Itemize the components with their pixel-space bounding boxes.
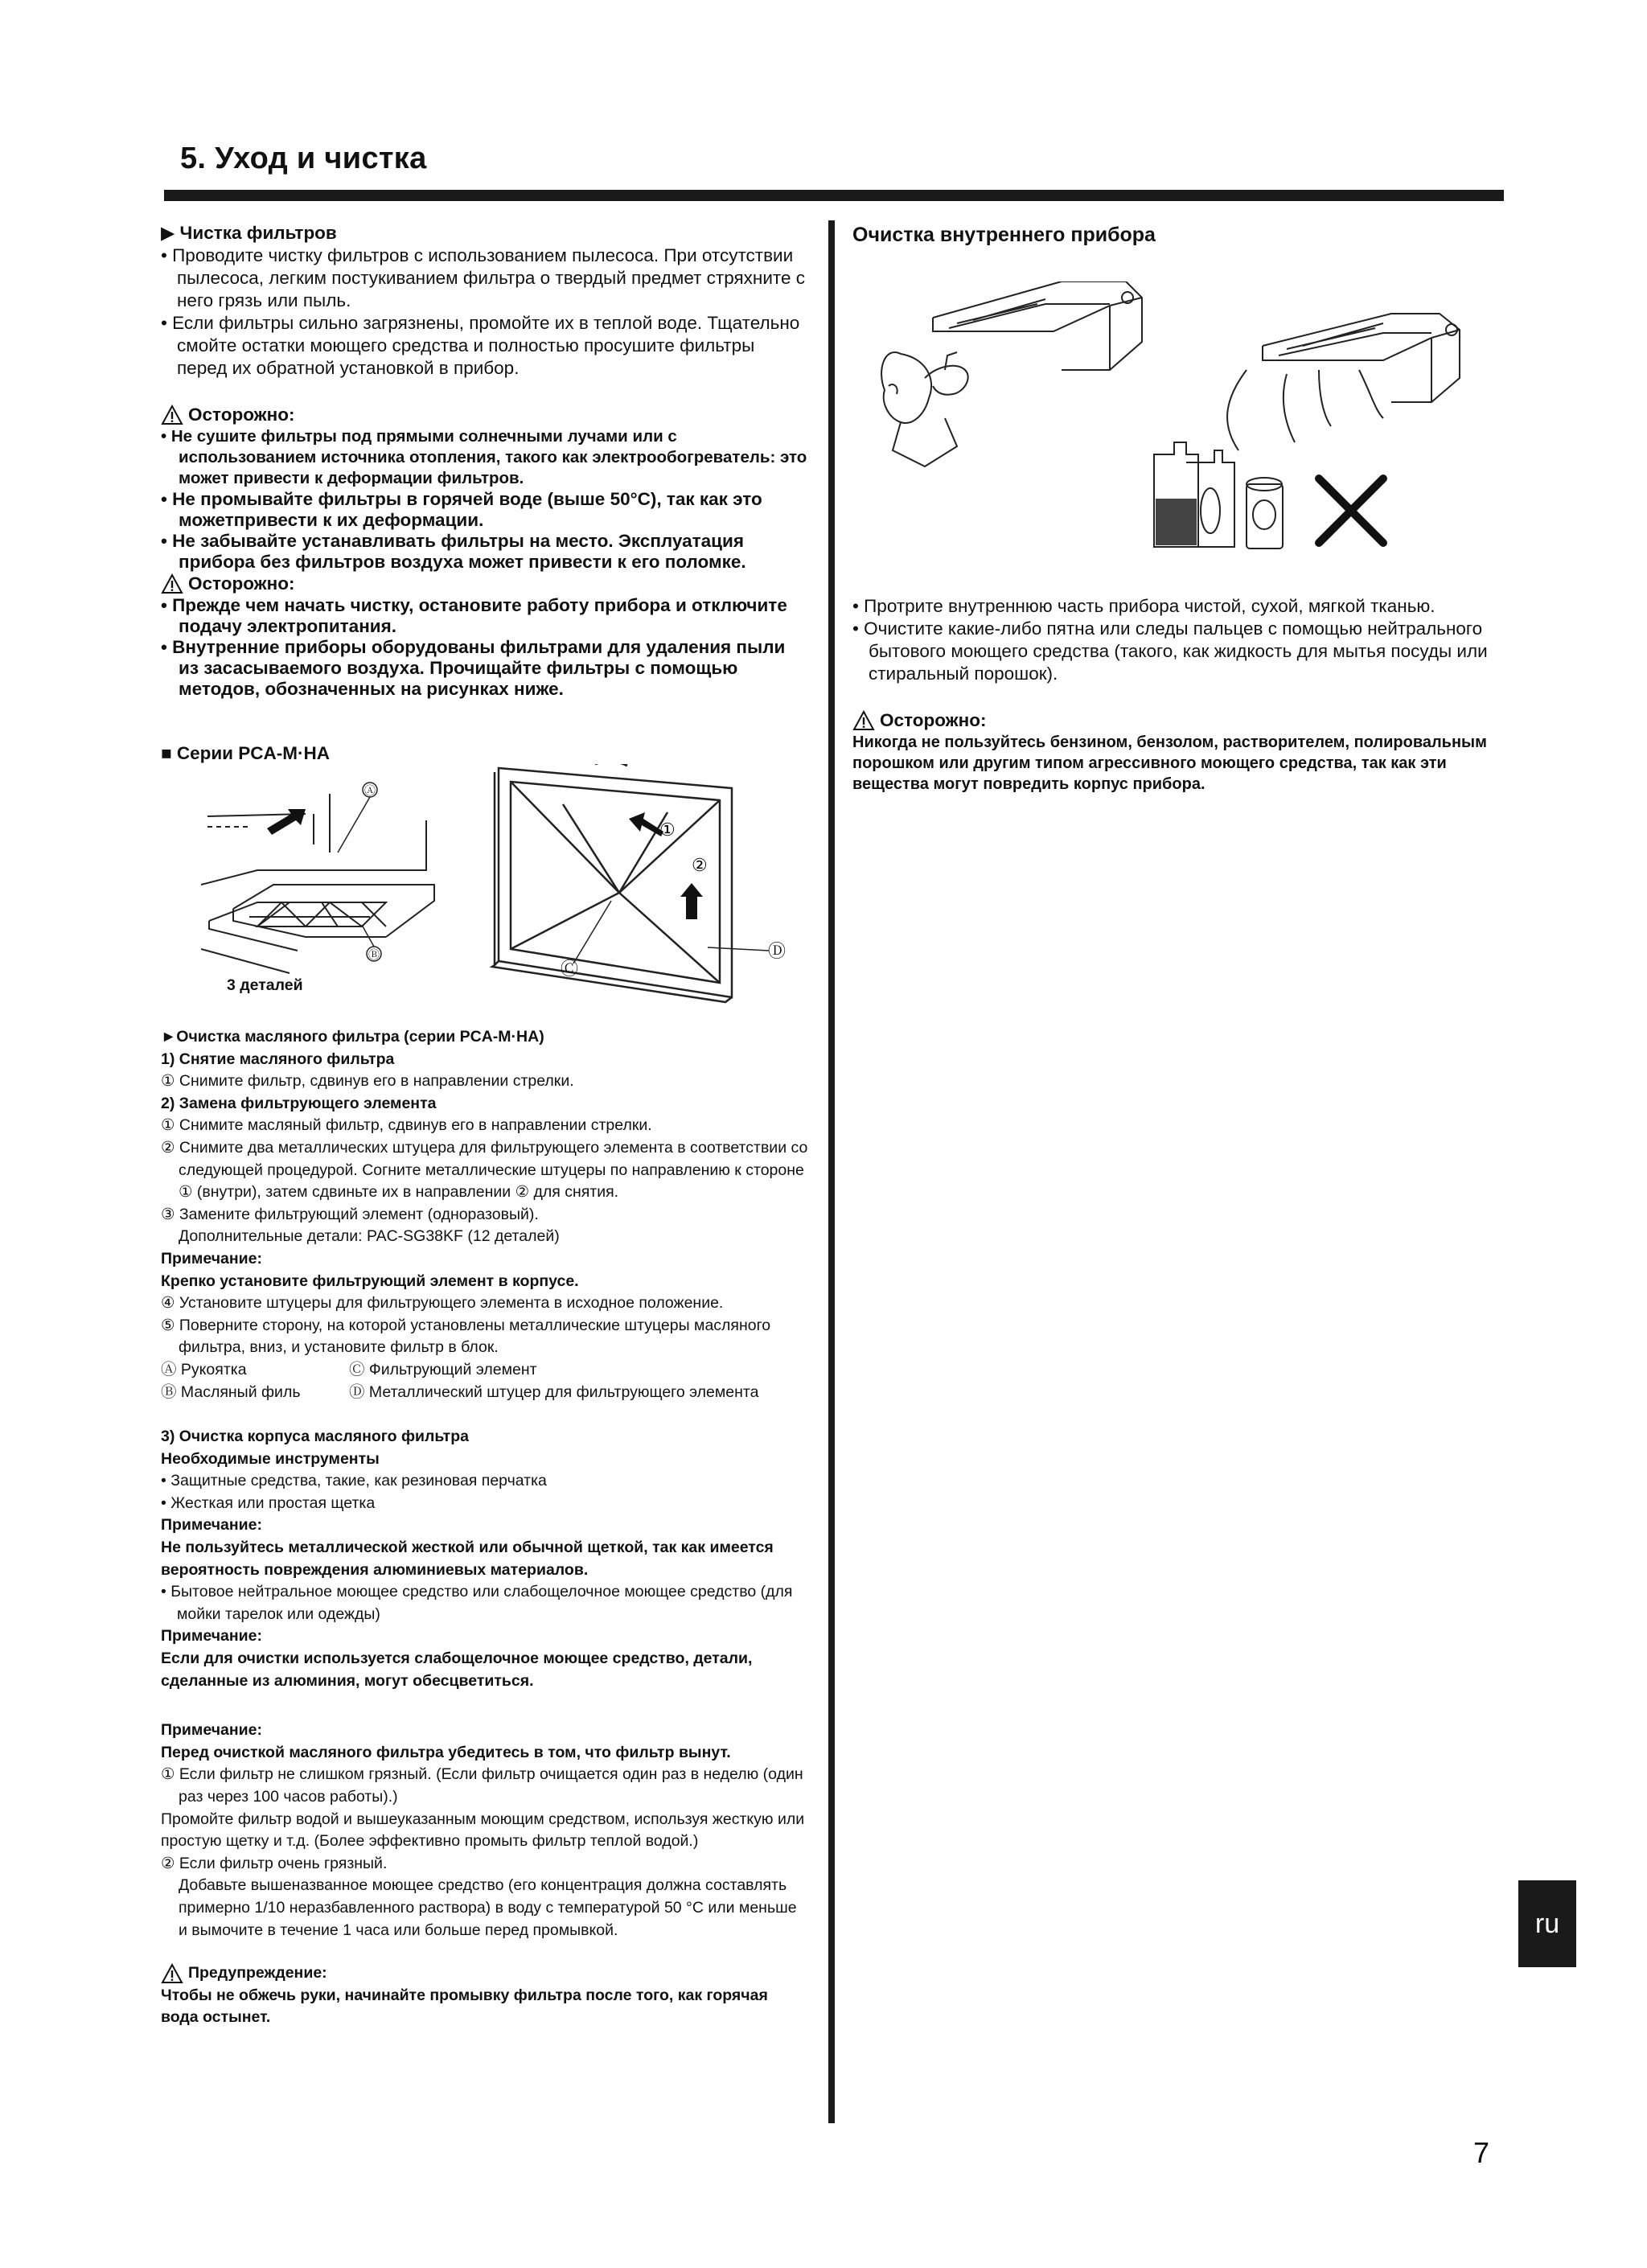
- oil-filter-figure: [201, 764, 796, 1005]
- filters-section: [161, 222, 809, 700]
- series-heading: ■ Серии PCA-M·HA: [161, 743, 330, 763]
- oil-heading: ►Очистка масляного фильтра (серии PCA-M·HA): [161, 1028, 544, 1046]
- oil-note2-text: Не пользуйтесь металлической жесткой или обычной щеткой, так как имеется вероятность повреждения алюминиевых материалов.: [161, 1539, 774, 1579]
- warning-heading: [161, 1962, 809, 1985]
- warning-icon: [161, 1963, 183, 1984]
- filters-bullet: • Если фильтры сильно загрязнены, промойте их в теплой воде. Тщательно смойте остатки моющего средства и полностью просушите фильтры перед их обратной установкой в прибор.: [161, 313, 800, 378]
- indoor-cleaning-text: [852, 595, 1502, 795]
- oil-case1: ① Если фильтр не слишком грязный. (Если фильтр очищается один раз в неделю (один раз через 100 часов работы).): [161, 1765, 803, 1806]
- label-c: Ⓒ: [560, 959, 579, 979]
- legend-a: Ⓐ Рукоятка: [161, 1360, 247, 1378]
- oil-note4-label: Примечание:: [161, 1721, 262, 1740]
- caution-label: Осторожно:: [880, 710, 987, 730]
- oil-note-label: Примечание:: [161, 1249, 262, 1268]
- caution-item: • Не забывайте устанавливать фильтры на место. Эксплуатация прибора без фильтров воздуха может привести к его поломке.: [161, 531, 746, 572]
- oil-step2: 2) Замена фильтрующего элемента: [161, 1094, 437, 1112]
- column-divider: [828, 220, 835, 2123]
- oil-filter-section: [161, 1026, 809, 2029]
- caution-item: • Прежде чем начать чистку, остановите работу прибора и отключите подачу электропитания.: [161, 595, 787, 636]
- oil-rinse: Промойте фильтр водой и вышеуказанным моющим средством, используя жесткую или простую щетку и т.д. (Более эффективно промыть фильтр теплой водой.): [161, 1810, 805, 1851]
- indoor-cleaning-heading: Очистка внутреннего прибора: [852, 224, 1156, 246]
- caution-label: Осторожно:: [188, 405, 295, 425]
- indoor-bullet: • Очистите какие-либо пятна или следы пальцев с помощью нейтрального бытового моющего средства (такого, как жидкость для мытья посуды или стиральный порошок).: [852, 618, 1488, 684]
- legend-c: Ⓒ Фильтрующий элемент: [349, 1360, 537, 1378]
- oil-tools-label: Необходимые инструменты: [161, 1449, 380, 1468]
- caution-item: • Внутренние приборы оборудованы фильтрами для удаления пыли из засасываемого воздуха. Прочищайте фильтры с помощью методов, обозначенных на рисунках ниже.: [161, 637, 786, 699]
- caution-item: • Не промывайте фильтры в горячей воде (выше 50°C), так как это можетпривести к их деформации.: [161, 489, 762, 530]
- indoor-unit-figure: [869, 281, 1504, 563]
- oil-note2-label: Примечание:: [161, 1516, 262, 1535]
- oil-note3-text: Если для очистки используется слабощелочное моющее средство, детали, сделанные из алюминия, могут обесцветиться.: [161, 1650, 753, 1690]
- oil-tool: • Защитные средства, такие, как резиновая перчатка: [161, 1472, 547, 1490]
- filters-bullet: • Проводите чистку фильтров с использованием пылесоса. При отсутствии пылесоса, легким постукиванием фильтра о твердый предмет стряхните с него грязь или пыль.: [161, 245, 805, 310]
- oil-tool: • Жесткая или простая щетка: [161, 1494, 376, 1512]
- legend-b: Ⓑ Масляный филь: [161, 1383, 301, 1401]
- oil-step2-item: ③ Замените фильтрующий элемент (одноразовый).: [161, 1205, 539, 1223]
- language-tab: ru: [1518, 1880, 1576, 1967]
- legend-d: Ⓓ Металлический штуцер для фильтрующего элемента: [349, 1383, 759, 1401]
- warning-icon: [852, 710, 875, 731]
- oil-step2-item: ① Снимите масляный фильтр, сдвинув его в направлении стрелки.: [161, 1116, 652, 1135]
- oil-step1: 1) Снятие масляного фильтра: [161, 1050, 395, 1068]
- caution-item: • Не сушите фильтры под прямыми солнечными лучами или с использованием источника отопления, такого как электрообогреватель: это может привести к деформации фильтров.: [161, 427, 807, 487]
- label-d: Ⓓ: [767, 941, 787, 961]
- warning-text: Чтобы не обжечь руки, начинайте промывку фильтра после того, как горячая вода остынет.: [161, 1986, 768, 2027]
- oil-step2-item: ② Снимите два металлических штуцера для фильтрующего элемента в соответствии со следующей процедурой. Согните металлические штуцеры по направлению к стороне ① (внутри), затем сдвиньте их в направлении ② для снятия.: [161, 1138, 808, 1202]
- oil-case2: ② Если фильтр очень грязный.: [161, 1854, 388, 1872]
- oil-note3-label: Примечание:: [161, 1627, 262, 1646]
- oil-step1-text: ① Снимите фильтр, сдвинув его в направлении стрелки.: [161, 1072, 574, 1091]
- oil-step2-item: ⑤ Поверните сторону, на которой установлены металлические штуцеры масляного фильтра, вниз, и установите фильтр в блок.: [161, 1316, 771, 1357]
- caution-heading: [852, 709, 1502, 732]
- label-1: ①: [659, 820, 676, 840]
- label-2: ②: [692, 855, 708, 875]
- oil-note4-text: Перед очисткой масляного фильтра убедитесь в том, что фильтр вынут.: [161, 1743, 731, 1761]
- oil-extra-parts: Дополнительные детали: PAC-SG38KF (12 деталей): [179, 1227, 560, 1246]
- label-b: Ⓑ: [368, 948, 380, 961]
- warning-label: Предупреждение:: [188, 1964, 327, 1982]
- oil-detergent: • Бытовое нейтральное моющее средство или слабощелочное моющее средство (для мойки тарелок или одежды): [161, 1583, 793, 1623]
- oil-note-text: Крепко установите фильтрующий элемент в корпусе.: [161, 1272, 579, 1290]
- oil-case2-text: Добавьте вышеназванное моющее средство (его концентрация должна составлять примерно 1/10 неразбавленного раствора) в воду с температурой 50 °C или меньше и вымочите в течение 1 часа или больше перед промывкой.: [179, 1876, 797, 1939]
- figure-caption: 3 деталей: [227, 976, 303, 994]
- warning-icon: [161, 573, 183, 594]
- oil-step3: 3) Очистка корпуса масляного фильтра: [161, 1428, 469, 1446]
- warning-icon: [161, 405, 183, 425]
- filters-heading: ▶ Чистка фильтров: [161, 223, 337, 243]
- indoor-bullet: • Протрите внутреннюю часть прибора чистой, сухой, мягкой тканью.: [852, 596, 1435, 616]
- caution-text: Никогда не пользуйтесь бензином, бензолом, растворителем, полировальным порошком или другим типом агрессивного моющего средства, так как эти вещества могут повредить корпус прибора.: [852, 733, 1487, 793]
- caution-heading: [161, 573, 809, 595]
- caution-label: Осторожно:: [188, 573, 295, 594]
- label-a: Ⓐ: [364, 784, 376, 797]
- page-number: 7: [1473, 2136, 1490, 2169]
- page-title: 5. Уход и чистка: [180, 142, 427, 175]
- oil-step2-item: ④ Установите штуцеры для фильтрующего элемента в исходное положение.: [161, 1294, 724, 1313]
- header-rule: [164, 190, 1504, 201]
- caution-heading: [161, 404, 809, 426]
